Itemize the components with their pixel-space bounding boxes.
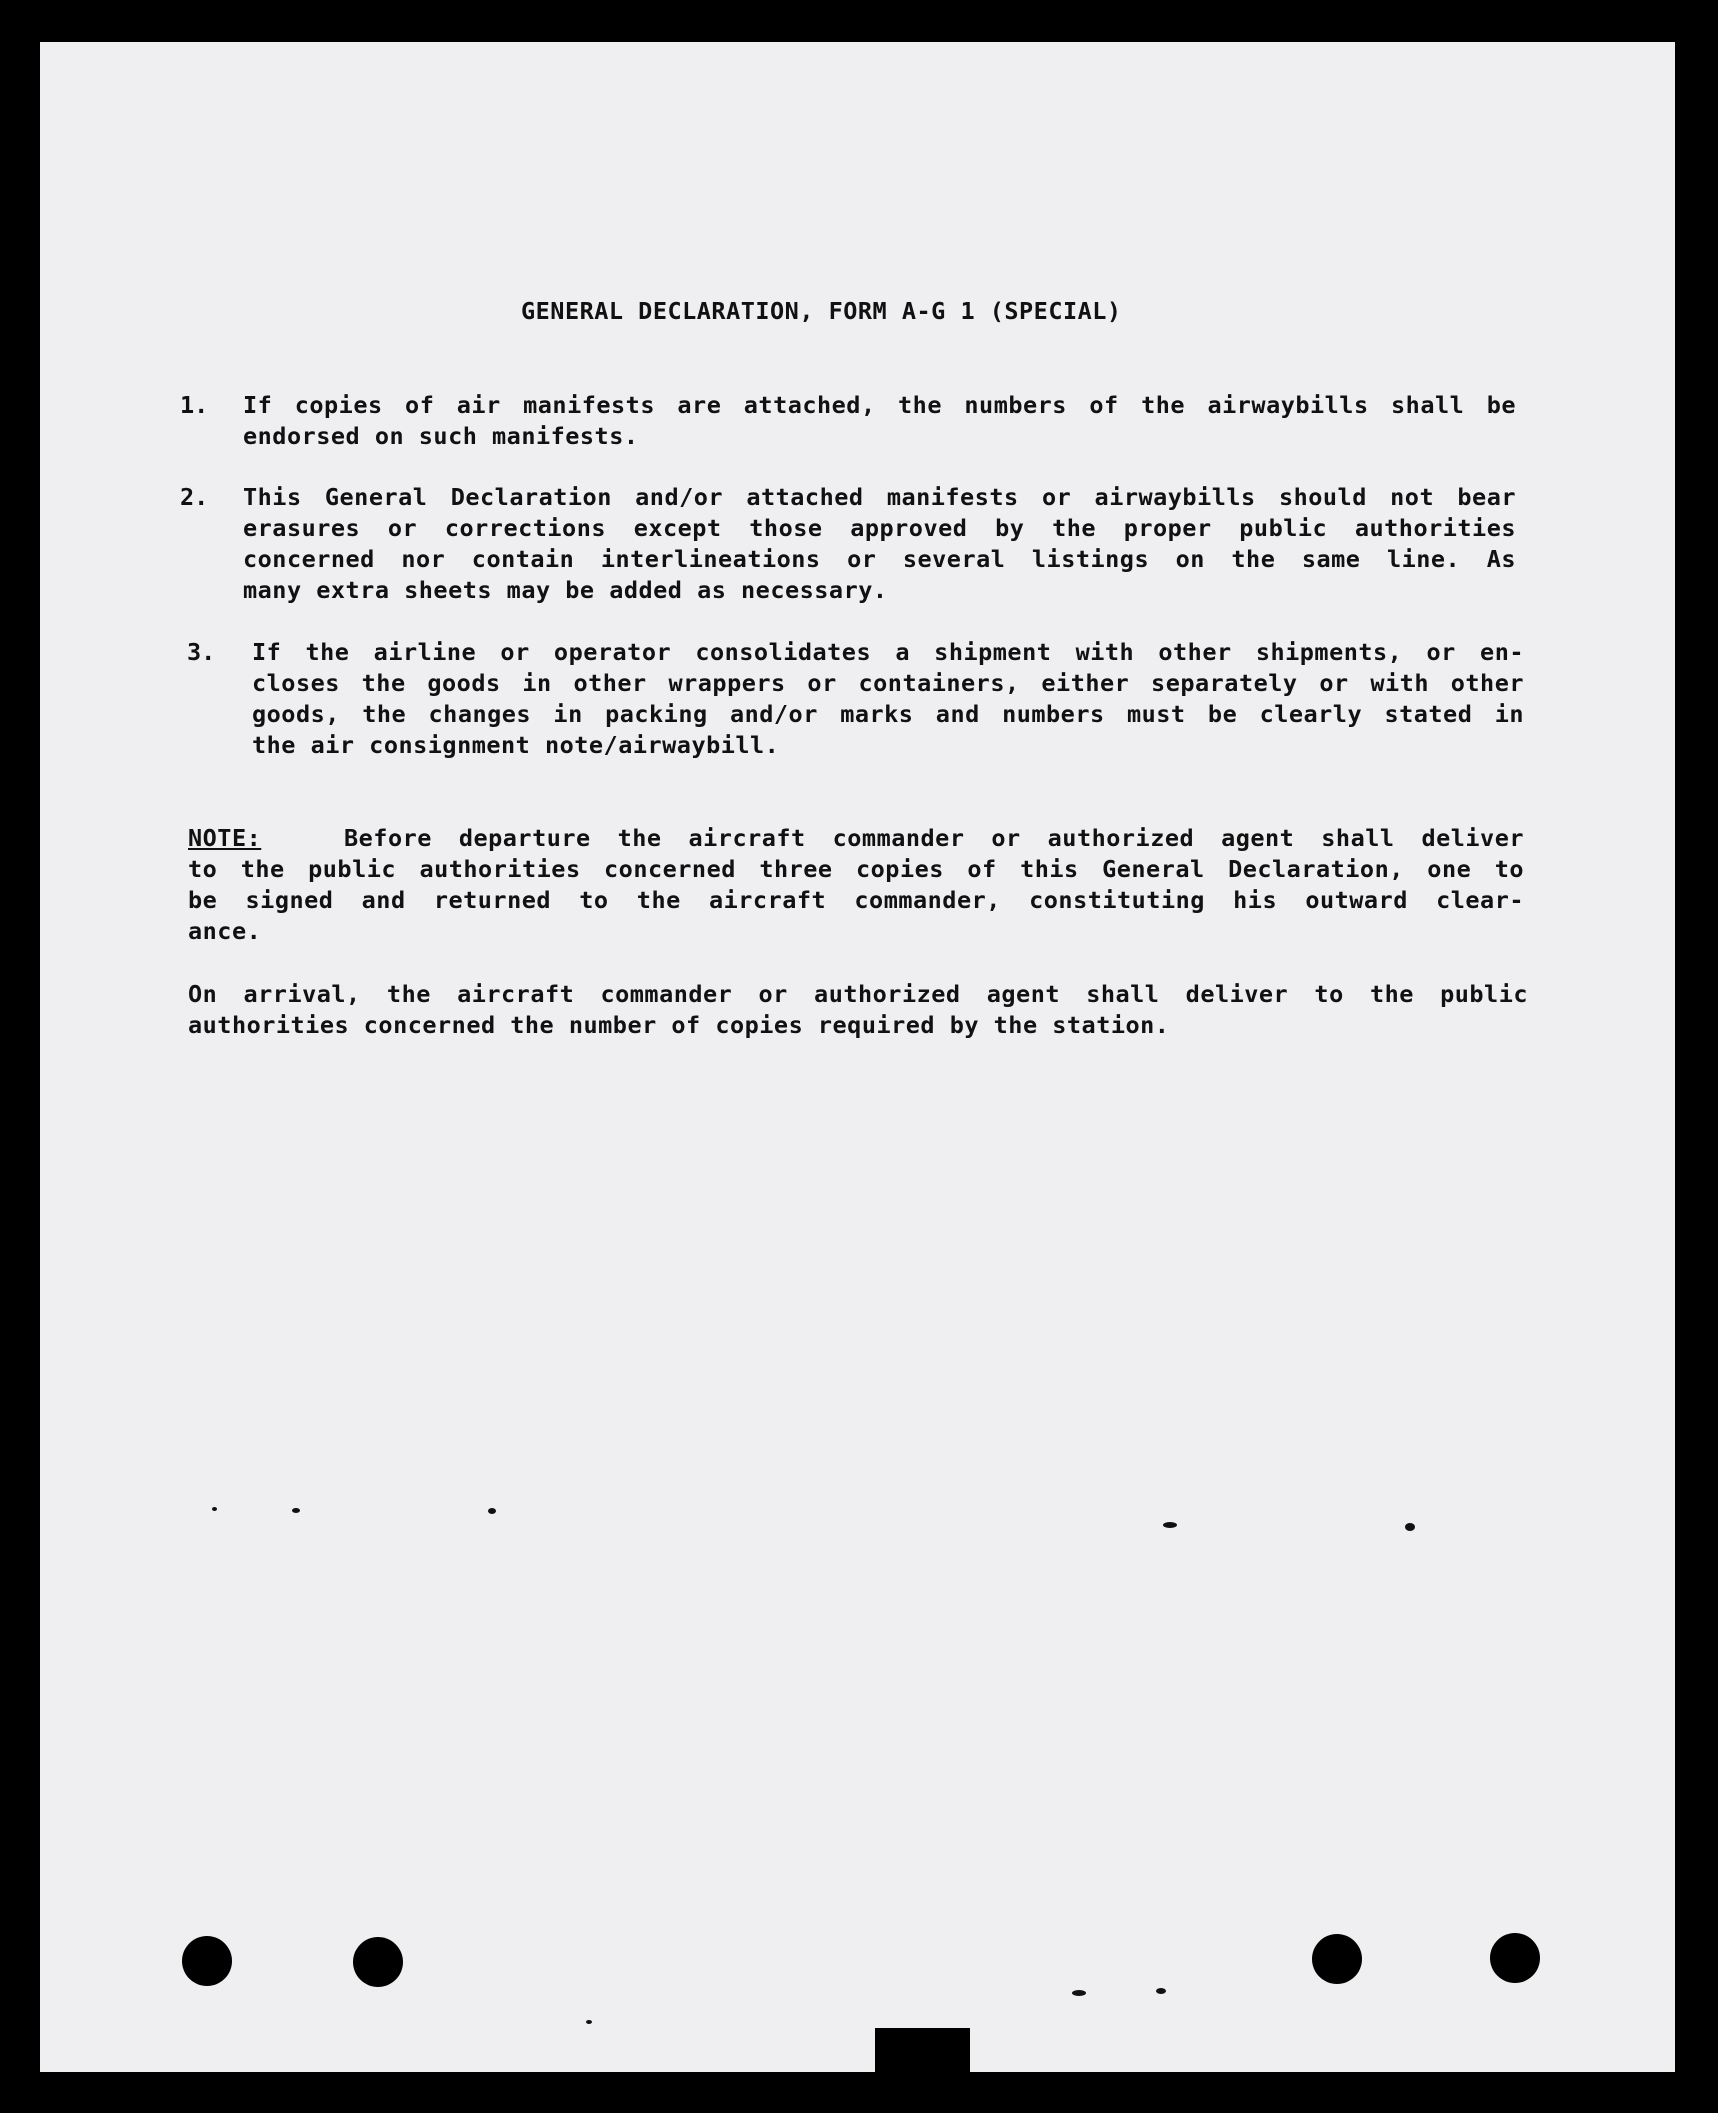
punch-hole-1	[182, 1936, 232, 1986]
arrival-line-1: On arrival, the aircraft commander or authorized agent shall deliver to the public	[188, 980, 1528, 1008]
item-3-line-4: the air consignment note/airwaybill.	[252, 731, 780, 759]
scan-speck	[488, 1508, 496, 1514]
scan-speck	[1156, 1988, 1166, 1994]
arrival-line-2: authorities concerned the number of copies required by the station.	[188, 1011, 1170, 1039]
item-1-number: 1.	[180, 391, 209, 419]
note-label: NOTE:	[188, 824, 262, 852]
note-line-4: ance.	[188, 917, 262, 945]
form-title: GENERAL DECLARATION, FORM A-G 1 (SPECIAL)	[521, 297, 1122, 325]
scan-speck	[1405, 1523, 1415, 1531]
punch-hole-4	[1490, 1933, 1540, 1983]
note-line-3: be signed and returned to the aircraft commander, constituting his outward clear-	[188, 886, 1524, 914]
scan-speck	[212, 1507, 217, 1511]
item-3-number: 3.	[187, 638, 216, 666]
item-3-line-2: closes the goods in other wrappers or containers, either separately or with other	[252, 669, 1524, 697]
note-first-row	[188, 823, 1524, 854]
item-2-line-4: many extra sheets may be added as necessary.	[243, 576, 888, 604]
note-line-2: to the public authorities concerned three copies of this General Declaration, one to	[188, 855, 1524, 883]
note-paragraph	[188, 823, 1524, 947]
item-1-line-1: If copies of air manifests are attached, the numbers of the airwaybills shall be	[243, 391, 1516, 419]
item-2-number: 2.	[180, 483, 209, 511]
item-2-line-1: This General Declaration and/or attached manifests or airwaybills should not bear	[243, 483, 1516, 511]
scan-speck	[586, 2020, 592, 2024]
scan-speck	[292, 1508, 300, 1513]
item-1-text	[243, 390, 1516, 452]
item-3-line-3: goods, the changes in packing and/or marks and numbers must be clearly stated in	[252, 700, 1524, 728]
arrival-paragraph	[188, 979, 1528, 1041]
punch-hole-2	[353, 1937, 403, 1987]
page-edge-tab	[875, 2028, 970, 2072]
scan-speck	[1072, 1990, 1086, 1996]
item-3-line-1: If the airline or operator consolidates a shipment with other shipments, or en-	[252, 638, 1524, 666]
item-3-text	[252, 637, 1524, 761]
item-2-text	[243, 482, 1516, 606]
document-page	[40, 42, 1675, 2072]
punch-hole-3	[1312, 1934, 1362, 1984]
item-1-line-2: endorsed on such manifests.	[243, 422, 639, 450]
item-2-line-2: erasures or corrections except those approved by the proper public authorities	[243, 514, 1516, 542]
note-line-1: Before departure the aircraft commander or authorized agent shall deliver	[344, 824, 1524, 852]
item-2-line-3: concerned nor contain interlineations or several listings on the same line. As	[243, 545, 1516, 573]
scan-speck	[1163, 1522, 1177, 1528]
